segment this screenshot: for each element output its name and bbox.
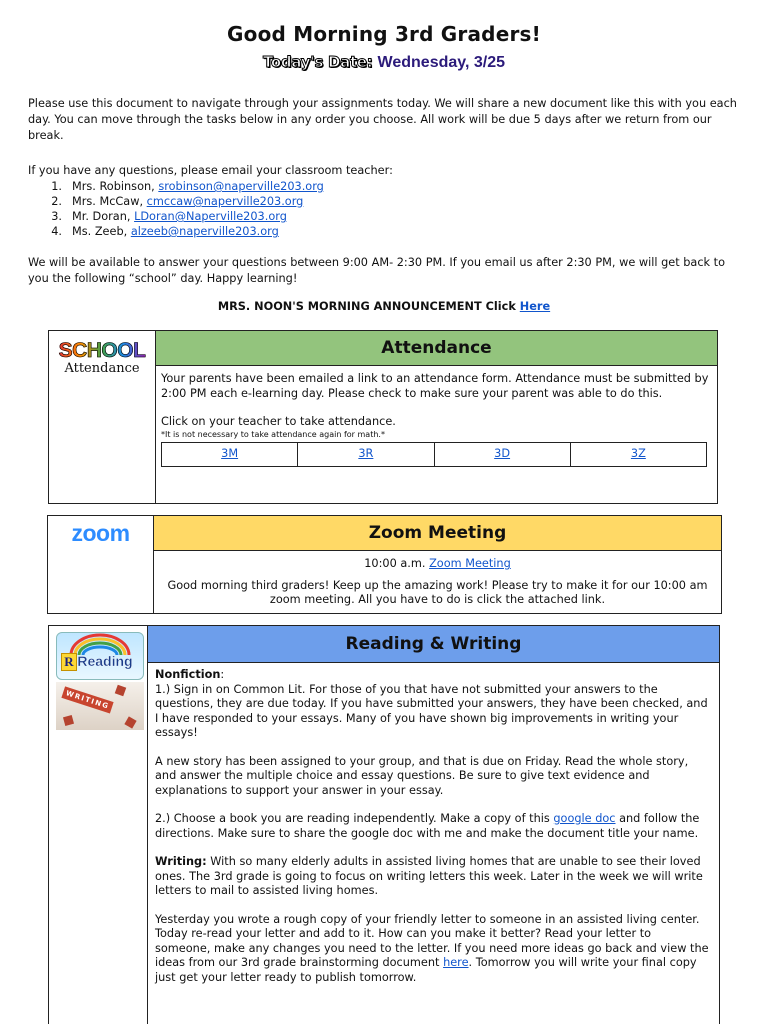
attendance-header: Attendance [156,331,717,366]
list-number: 2. [51,195,62,208]
p5-text-after: . Tomorrow you will write your final copy just get your letter ready to publish tomorrow. [155,956,697,984]
class-link-3d[interactable]: 3D [494,446,511,460]
attendance-instruction: Click on your teacher to take attendance. [161,415,396,428]
nonfiction-heading [155,668,709,683]
zoom-body [154,551,721,608]
class-attendance-table [161,442,707,467]
list-item [28,179,324,194]
table-row [162,442,707,466]
reading-body [148,663,719,985]
letter-block-icon: R [61,653,77,671]
reading-content [148,626,719,1024]
list-item [28,209,324,224]
attendance-note: *It is not necessary to take attendance again for math.* [161,429,385,439]
availability-paragraph: We will be available to answer your questions between 9:00 AM- 2:30 PM. If you email us after 2:30 PM, we will get back to you the following “school” day. Happy learning! [28,256,726,285]
school-attendance-logo [49,339,155,363]
attendance-logo-cell [49,331,156,503]
teacher-email-link[interactable]: alzeeb@naperville203.org [130,225,279,238]
google-doc-link[interactable]: google doc [553,812,616,825]
brainstorm-doc-link[interactable]: here [443,956,469,969]
reading-paragraph-3 [155,812,709,841]
attendance-section [48,330,718,504]
teacher-email-link[interactable]: srobinson@naperville203.org [158,180,324,193]
table-cell [162,442,298,466]
p3-text-after: and follow the directions. Make sure to share the google doc with me and make the document title your name. [155,812,700,840]
zoom-logo-cell [48,516,154,613]
nonfiction-colon: : [220,668,225,681]
table-cell [434,442,570,466]
attendance-text: Your parents have been emailed a link to an attendance form. Attendance must be submitted by 2:00 PM each e-learning day. Please check to make sure your parent was able to do this. [161,372,709,400]
date-label: Today's Date: [262,53,373,71]
list-number: 3. [51,210,62,223]
zoom-text: Good morning third graders! Keep up the amazing work! Please try to make it for our 10:00 am zoom meeting. All you have to do is click the attached link. [167,578,708,606]
teacher-list [28,179,324,239]
class-link-3m[interactable]: 3M [221,446,239,460]
announcement-link[interactable]: Here [519,300,551,313]
writing-tiles-image [56,682,144,730]
zoom-time-line [160,557,715,572]
teacher-email-link[interactable]: LDoran@Naperville203.org [134,210,287,223]
p4-text: With so many elderly adults in assisted living homes that are unable to see their loved ones. The 3rd grade is going to focus on writing letters this week. Later in the week we will write letters to mail to assisted living homes. [155,855,703,897]
intro-paragraph: Please use this document to navigate through your assignments today. We will share a new document like this with you each day. You can move through the tasks below in any order you choose. All work will be due 5 days after we return from our break. [28,97,737,142]
table-cell [298,442,434,466]
list-number: 4. [51,225,62,238]
reading-paragraph-1: 1.) Sign in on Common Lit. For those of you that have not submitted your answers to the questions, they are due today. If you have submitted your answers, they have been checked, and I have responded to your essays. Many of you have shown big improvements in writing your essays! [155,682,708,739]
class-link-3z[interactable]: 3Z [630,446,646,460]
teacher-name: Ms. Zeeb, [72,225,128,238]
questions-lead: If you have any questions, please email your classroom teacher: [28,164,393,177]
zoom-section [47,515,722,614]
reading-logo-text: Reading [77,653,133,669]
date-line [0,52,768,72]
school-logo-text: SCHOOL [58,339,146,362]
p3-text-before: 2.) Choose a book you are reading independently. Make a copy of this [155,812,554,825]
reading-paragraph-2: A new story has been assigned to your group, and that is due on Friday. Read the whole story, and answer the multiple choice and essay questions. Be sure to give text evidence and explanations to support your answer in your essay. [155,754,689,797]
reading-paragraph-5 [155,913,709,986]
reading-logo-cell [49,626,148,1024]
zoom-content [154,516,721,613]
class-link-3r[interactable]: 3R [358,446,374,460]
zoom-logo: zoom [71,520,130,546]
reading-paragraph-4 [155,855,709,899]
list-number: 1. [51,180,62,193]
table-cell [570,442,706,466]
nonfiction-label: Nonfiction [155,668,221,681]
list-item [28,194,324,209]
teacher-email-link[interactable]: cmccaw@naperville203.org [146,195,304,208]
zoom-time: 10:00 a.m. [364,557,430,570]
zoom-meeting-link[interactable]: Zoom Meeting [429,557,511,570]
list-item [28,224,324,239]
announcement-text: MRS. NOON'S MORNING ANNOUNCEMENT Click [217,300,520,313]
teacher-name: Mr. Doran, [72,210,131,223]
writing-label: Writing: [155,855,207,868]
school-logo-subtitle: Attendance [64,361,140,376]
reading-writing-section [48,625,720,1024]
attendance-content [156,331,717,503]
writing-tiles-text: WRITING [61,686,113,713]
attendance-body [156,366,717,467]
date-value: Wednesday, 3/25 [377,54,506,71]
teacher-name: Mrs. Robinson, [72,180,155,193]
rainbow-icon [57,633,143,655]
reading-logo [56,632,144,680]
reading-header: Reading & Writing [148,626,719,663]
page-title: Good Morning 3rd Graders! [227,22,541,46]
zoom-header: Zoom Meeting [154,516,721,551]
teacher-name: Mrs. McCaw, [72,195,144,208]
p5-text-before: Yesterday you wrote a rough copy of your friendly letter to someone in an assisted living center. Today re-read your letter and add to it. How can you make it better? Read your letter to someone, make any changes you need to the letter. If you need more ideas go back and view the ideas from our 3rd grade brainstorming document [155,912,709,969]
announcement-line [0,300,768,313]
